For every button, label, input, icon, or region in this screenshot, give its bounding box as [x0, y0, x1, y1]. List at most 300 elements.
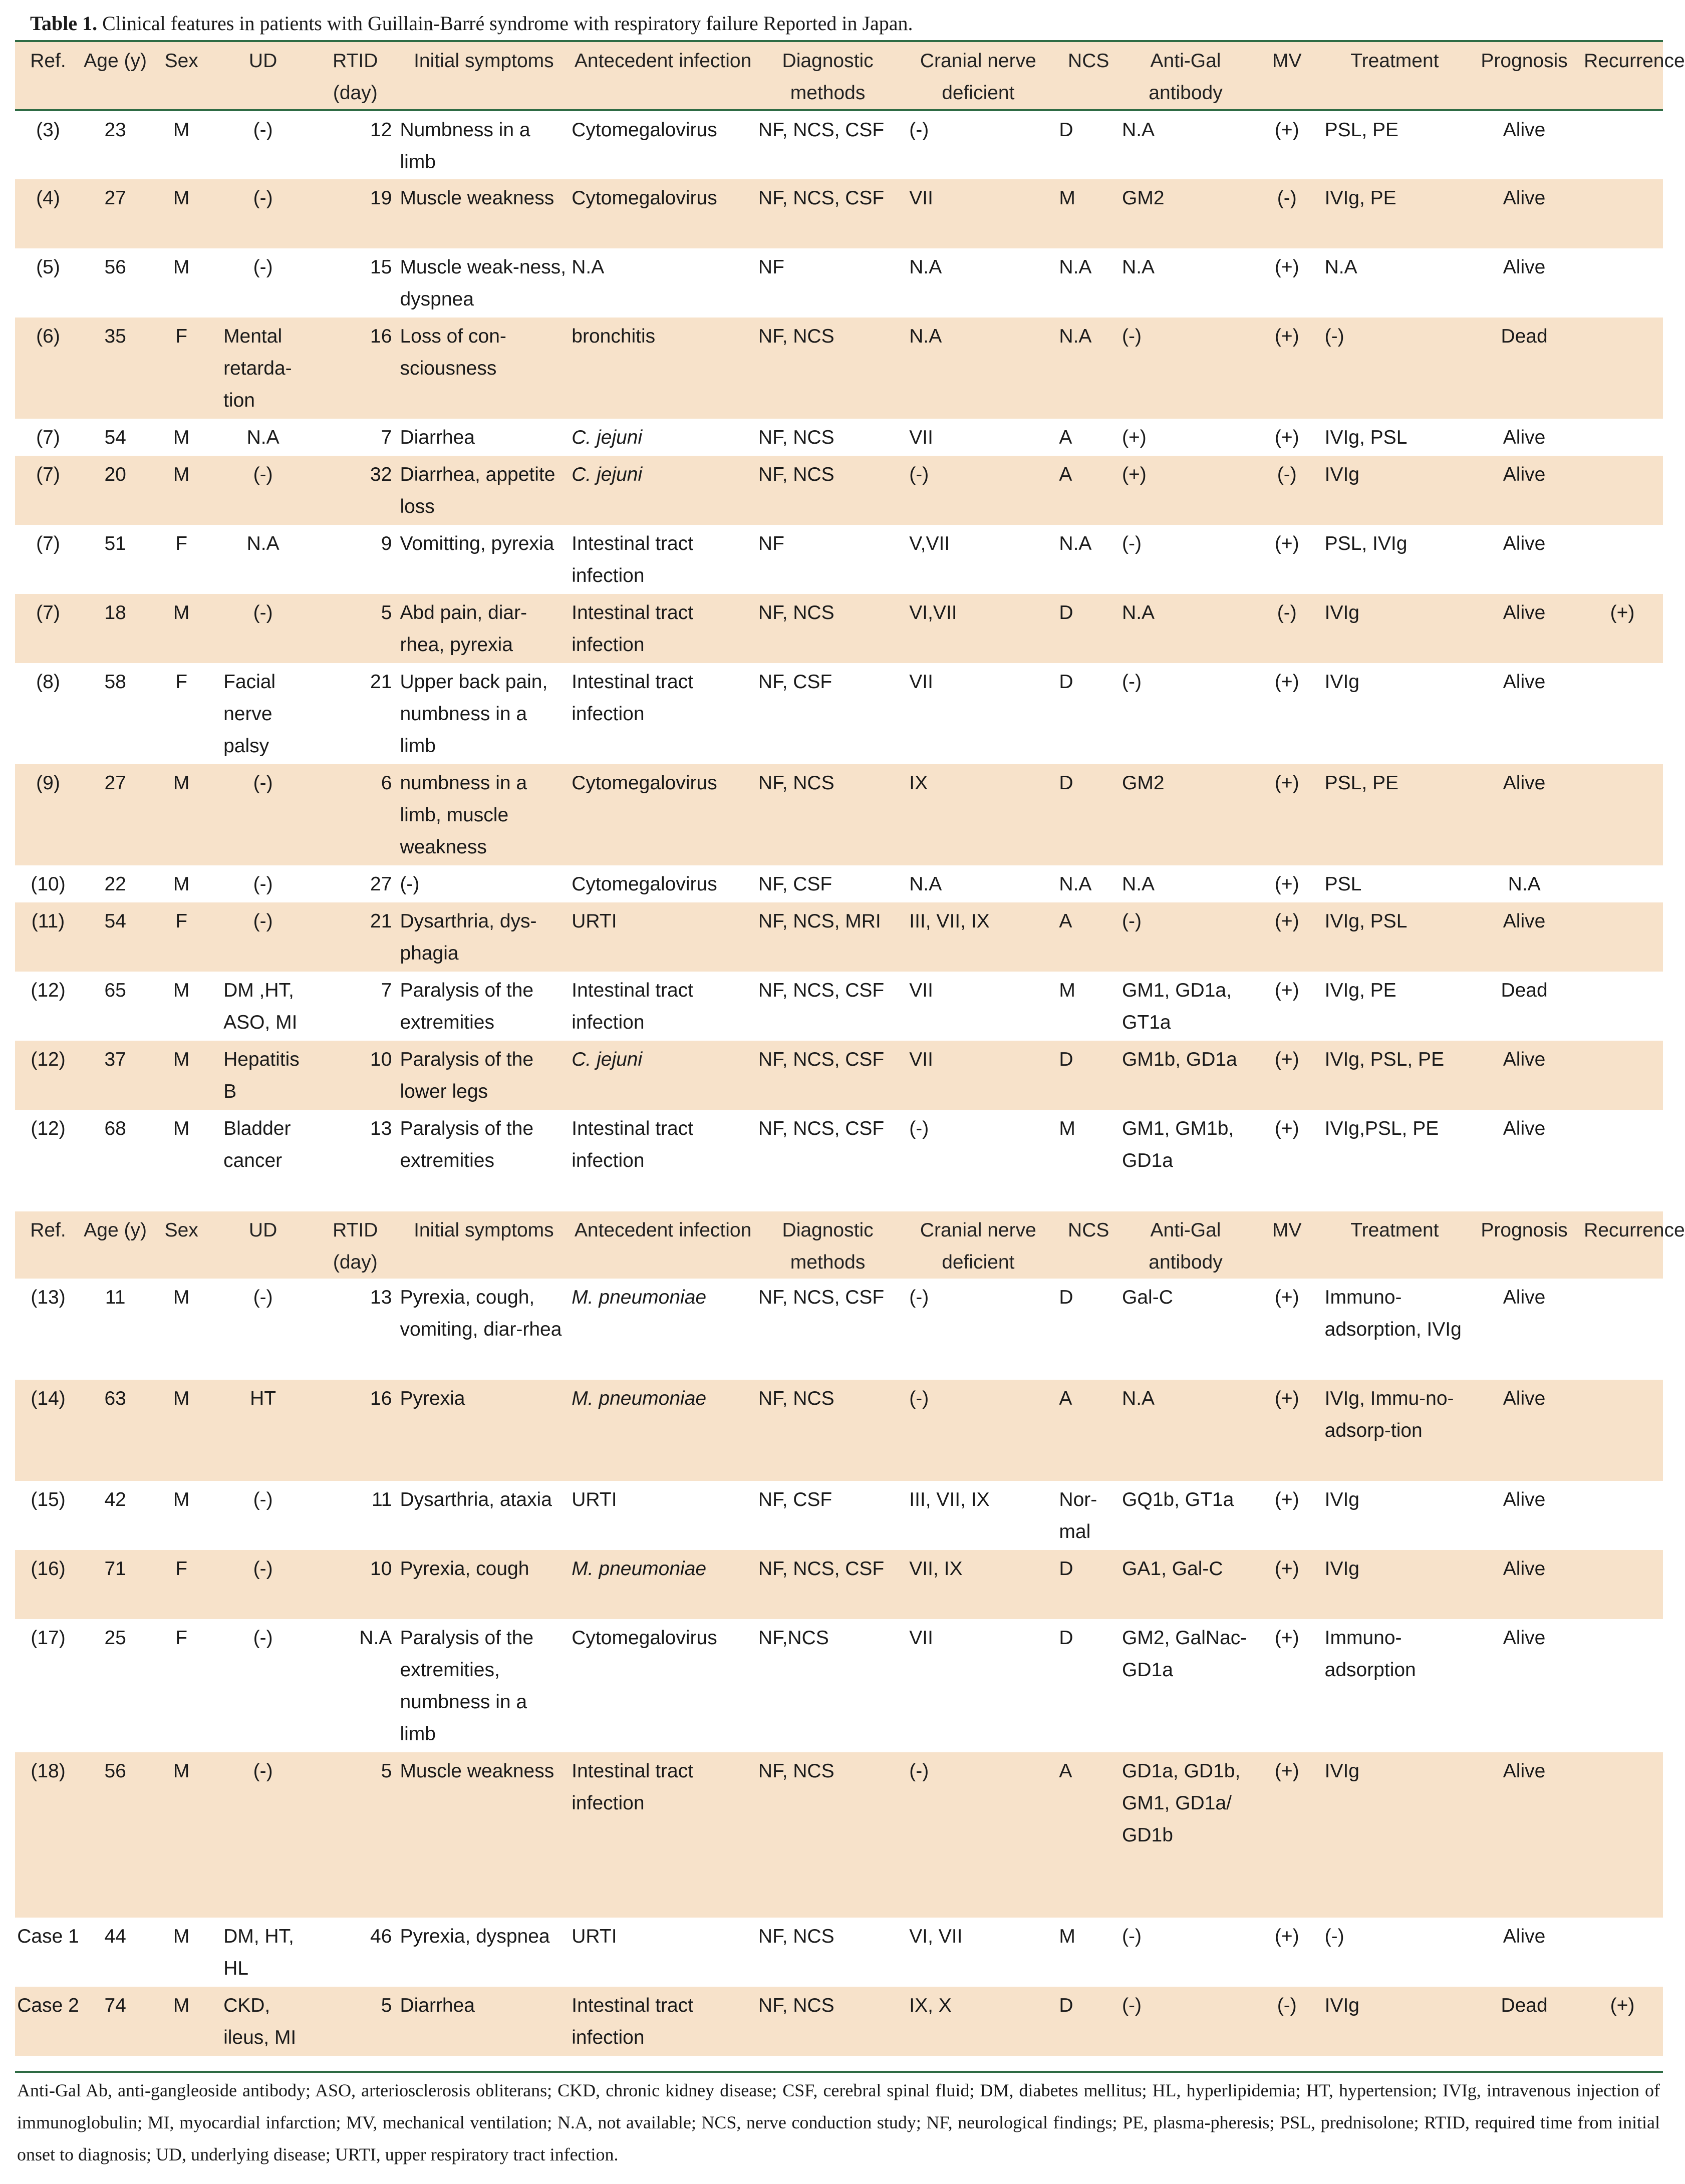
cell-rtid: 16 [313, 1380, 398, 1481]
cell-initial-symptoms: Muscle weakness [398, 1752, 570, 1918]
cell-mv: (+) [1251, 248, 1323, 318]
cell-rtid: 15 [313, 248, 398, 318]
cell-rtid: 21 [313, 663, 398, 764]
cell-prognosis: Alive [1467, 456, 1582, 525]
table-row [15, 663, 1663, 764]
table-caption-label: Table 1. [30, 12, 98, 35]
cell-initial-symptoms: Numbness in a limb [398, 110, 570, 179]
table-row [15, 179, 1663, 248]
cell-anti-gal: GM1, GM1b, GD1a [1120, 1110, 1251, 1211]
cell-ncs: N.A [1057, 525, 1120, 594]
cell-recurrence [1582, 663, 1663, 764]
cell-prognosis: Alive [1467, 179, 1582, 248]
cell-antecedent-infection: N.A [570, 248, 756, 318]
header-recurrence: Recurrence [1582, 42, 1663, 110]
cell-rtid: 6 [313, 764, 398, 865]
cell-ud: HT [213, 1380, 313, 1481]
cell-anti-gal: GM1b, GD1a [1120, 1041, 1251, 1110]
cell-age: 37 [81, 1041, 149, 1110]
cell-prognosis: Alive [1467, 1752, 1582, 1918]
cell-age: 74 [81, 1987, 149, 2056]
cell-cranial-nerve: VII [899, 179, 1057, 248]
table-row [15, 1380, 1663, 1481]
cell-mv: (+) [1251, 318, 1323, 419]
header-initial-symptoms: Initial symptoms [398, 42, 570, 110]
cell-antecedent-infection: URTI [570, 1918, 756, 1987]
cell-rtid: 7 [313, 419, 398, 456]
cell-age: 51 [81, 525, 149, 594]
cell-antecedent-infection: Cytomegalovirus [570, 1619, 756, 1752]
cell-initial-symptoms: Vomitting, pyrexia [398, 525, 570, 594]
cell-ncs: D [1057, 1279, 1120, 1380]
cell-rtid: 19 [313, 179, 398, 248]
header-ud: UD [213, 42, 313, 110]
cell-prognosis: Alive [1467, 1041, 1582, 1110]
cell-treatment: IVIg [1323, 663, 1467, 764]
cell-rtid: 27 [313, 865, 398, 902]
cell-ncs: N.A [1057, 318, 1120, 419]
cell-ref: (9) [15, 764, 81, 865]
cell-diagnostic-methods: NF, NCS, CSF [756, 1041, 899, 1110]
cell-mv: (+) [1251, 419, 1323, 456]
table-row [15, 865, 1663, 902]
cell-anti-gal: (+) [1120, 419, 1251, 456]
cell-diagnostic-methods: NF [756, 525, 899, 594]
cell-treatment: IVIg [1323, 1481, 1467, 1550]
table-row [15, 456, 1663, 525]
cell-ud: DM ,HT, ASO, MI [213, 972, 313, 1041]
cell-ncs: Nor-mal [1057, 1481, 1120, 1550]
cell-age: 63 [81, 1380, 149, 1481]
cell-sex: F [149, 902, 213, 972]
cell-prognosis: Alive [1467, 1550, 1582, 1619]
cell-ncs: N.A [1057, 865, 1120, 902]
cell-mv: (+) [1251, 1481, 1323, 1550]
cell-age: 11 [81, 1279, 149, 1380]
table-row [15, 1481, 1663, 1550]
cell-recurrence [1582, 1550, 1663, 1619]
header-treatment: Treatment [1323, 42, 1467, 110]
cell-diagnostic-methods: NF, NCS, CSF [756, 972, 899, 1041]
cell-antecedent-infection: C. jejuni [570, 456, 756, 525]
header-rtid: RTID (day) [313, 42, 398, 110]
cell-treatment: IVIg, PSL, PE [1323, 1041, 1467, 1110]
cell-initial-symptoms: Muscle weakness [398, 179, 570, 248]
cell-initial-symptoms: Abd pain, diar-rhea, pyrexia [398, 594, 570, 663]
header-antecedent-infection: Antecedent infection [570, 42, 756, 110]
cell-cranial-nerve: III, VII, IX [899, 1481, 1057, 1550]
cell-age: 68 [81, 1110, 149, 1211]
cell-initial-symptoms: Upper back pain, numbness in a limb [398, 663, 570, 764]
cell-sex: M [149, 1481, 213, 1550]
cell-ref: (5) [15, 248, 81, 318]
cell-ud: (-) [213, 1481, 313, 1550]
cell-ud: DM, HT, HL [213, 1918, 313, 1987]
header-prognosis: Prognosis [1467, 42, 1582, 110]
cell-ud: (-) [213, 110, 313, 179]
header-treatment: Treatment [1323, 1211, 1467, 1279]
table-row [15, 248, 1663, 318]
cell-mv: (+) [1251, 764, 1323, 865]
cell-initial-symptoms: Pyrexia [398, 1380, 570, 1481]
cell-sex: M [149, 179, 213, 248]
cell-anti-gal: N.A [1120, 248, 1251, 318]
cell-ncs: D [1057, 1987, 1120, 2056]
cell-recurrence [1582, 865, 1663, 902]
header-sex: Sex [149, 1211, 213, 1279]
cell-sex: M [149, 865, 213, 902]
cell-ud: N.A [213, 525, 313, 594]
table-row [15, 419, 1663, 456]
cell-recurrence [1582, 1619, 1663, 1752]
cell-prognosis: Alive [1467, 1918, 1582, 1987]
cell-initial-symptoms: Diarrhea, appetite loss [398, 456, 570, 525]
cell-antecedent-infection: M. pneumoniae [570, 1550, 756, 1619]
cell-sex: M [149, 594, 213, 663]
cell-treatment: IVIg, PE [1323, 179, 1467, 248]
cell-anti-gal: GA1, Gal-C [1120, 1550, 1251, 1619]
cell-initial-symptoms: (-) [398, 865, 570, 902]
cell-ncs: D [1057, 1619, 1120, 1752]
cell-treatment: Immuno-adsorption, IVIg [1323, 1279, 1467, 1380]
cell-ncs: M [1057, 1110, 1120, 1211]
cell-cranial-nerve: VI, VII [899, 1918, 1057, 1987]
table-row [15, 594, 1663, 663]
cell-ref: (6) [15, 318, 81, 419]
cell-diagnostic-methods: NF, NCS, CSF [756, 1110, 899, 1211]
cell-ud: (-) [213, 1752, 313, 1918]
cell-cranial-nerve: VII [899, 1041, 1057, 1110]
cell-antecedent-infection: Cytomegalovirus [570, 110, 756, 179]
cell-ud: (-) [213, 764, 313, 865]
cell-rtid: 12 [313, 110, 398, 179]
cell-sex: F [149, 525, 213, 594]
cell-cranial-nerve: (-) [899, 1110, 1057, 1211]
cell-age: 20 [81, 456, 149, 525]
cell-cranial-nerve: III, VII, IX [899, 902, 1057, 972]
cell-ud: (-) [213, 865, 313, 902]
header-cranial-nerve: Cranial nerve deficient [899, 42, 1057, 110]
cell-ref: (12) [15, 1110, 81, 1211]
cell-initial-symptoms: Pyrexia, cough, vomiting, diar-rhea [398, 1279, 570, 1380]
cell-sex: M [149, 248, 213, 318]
cell-ref: (11) [15, 902, 81, 972]
cell-cranial-nerve: (-) [899, 1380, 1057, 1481]
cell-cranial-nerve: VI,VII [899, 594, 1057, 663]
table-row [15, 1619, 1663, 1752]
header-rtid: RTID (day) [313, 1211, 398, 1279]
cell-age: 54 [81, 419, 149, 456]
cell-anti-gal: (-) [1120, 663, 1251, 764]
cell-ncs: D [1057, 764, 1120, 865]
cell-cranial-nerve: VII [899, 419, 1057, 456]
cell-recurrence [1582, 1481, 1663, 1550]
table-row [15, 764, 1663, 865]
cell-ncs: D [1057, 110, 1120, 179]
cell-recurrence [1582, 1380, 1663, 1481]
cell-ud: CKD, ileus, MI [213, 1987, 313, 2056]
cell-ref: (10) [15, 865, 81, 902]
clinical-features-table [15, 42, 1685, 2056]
header-cranial-nerve: Cranial nerve deficient [899, 1211, 1057, 1279]
cell-antecedent-infection: Cytomegalovirus [570, 179, 756, 248]
cell-ud: (-) [213, 456, 313, 525]
cell-cranial-nerve: N.A [899, 318, 1057, 419]
cell-antecedent-infection: C. jejuni [570, 1041, 756, 1110]
cell-age: 27 [81, 179, 149, 248]
header-ud: UD [213, 1211, 313, 1279]
cell-diagnostic-methods: NF, NCS, CSF [756, 1279, 899, 1380]
header-mv: MV [1251, 1211, 1323, 1279]
cell-treatment: N.A [1323, 248, 1467, 318]
cell-diagnostic-methods: NF, CSF [756, 865, 899, 902]
cell-anti-gal: N.A [1120, 1380, 1251, 1481]
cell-prognosis: Alive [1467, 663, 1582, 764]
cell-diagnostic-methods: NF, NCS, CSF [756, 110, 899, 179]
table-row [15, 1041, 1663, 1110]
cell-sex: F [149, 1619, 213, 1752]
cell-prognosis: Alive [1467, 594, 1582, 663]
cell-diagnostic-methods: NF, NCS, CSF [756, 1550, 899, 1619]
cell-treatment: (-) [1323, 318, 1467, 419]
cell-mv: (+) [1251, 1110, 1323, 1211]
cell-age: 71 [81, 1550, 149, 1619]
cell-prognosis: Alive [1467, 1619, 1582, 1752]
cell-ref: (18) [15, 1752, 81, 1918]
cell-prognosis: Dead [1467, 972, 1582, 1041]
cell-sex: M [149, 1110, 213, 1211]
cell-ncs: A [1057, 902, 1120, 972]
cell-treatment: IVIg [1323, 1752, 1467, 1918]
cell-mv: (+) [1251, 1918, 1323, 1987]
table-row [15, 525, 1663, 594]
cell-recurrence [1582, 764, 1663, 865]
cell-sex: M [149, 1279, 213, 1380]
cell-recurrence [1582, 248, 1663, 318]
cell-initial-symptoms: Paralysis of the extremities, numbness in a limb [398, 1619, 570, 1752]
cell-mv: (+) [1251, 110, 1323, 179]
cell-cranial-nerve: VII [899, 663, 1057, 764]
header-prognosis: Prognosis [1467, 1211, 1582, 1279]
cell-prognosis: Alive [1467, 1380, 1582, 1481]
cell-recurrence [1582, 1279, 1663, 1380]
cell-antecedent-infection: Cytomegalovirus [570, 764, 756, 865]
table-caption-text: Clinical features in patients with Guillain-Barré syndrome with respiratory failure Reported in Japan. [97, 12, 913, 35]
table-row [15, 972, 1663, 1041]
cell-age: 58 [81, 663, 149, 764]
cell-sex: F [149, 1550, 213, 1619]
cell-diagnostic-methods: NF, NCS [756, 764, 899, 865]
cell-ref: (4) [15, 179, 81, 248]
cell-anti-gal: (+) [1120, 456, 1251, 525]
cell-sex: M [149, 1918, 213, 1987]
cell-initial-symptoms: Paralysis of the extremities [398, 972, 570, 1041]
cell-diagnostic-methods: NF, NCS [756, 1380, 899, 1481]
header-anti-gal: Anti-Gal antibody [1120, 42, 1251, 110]
cell-prognosis: Alive [1467, 1279, 1582, 1380]
cell-ref: (12) [15, 1041, 81, 1110]
cell-ncs: N.A [1057, 248, 1120, 318]
cell-antecedent-infection: Intestinal tract infection [570, 1110, 756, 1211]
cell-sex: M [149, 1041, 213, 1110]
cell-rtid: N.A [313, 1619, 398, 1752]
cell-recurrence [1582, 179, 1663, 248]
cell-initial-symptoms: Dysarthria, ataxia [398, 1481, 570, 1550]
header-diagnostic-methods: Diagnostic methods [756, 1211, 899, 1279]
cell-ncs: D [1057, 1550, 1120, 1619]
cell-age: 23 [81, 110, 149, 179]
cell-mv: (+) [1251, 1752, 1323, 1918]
cell-treatment: IVIg, PE [1323, 972, 1467, 1041]
cell-mv: (+) [1251, 902, 1323, 972]
cell-recurrence [1582, 1918, 1663, 1987]
cell-anti-gal: Gal-C [1120, 1279, 1251, 1380]
table-caption [30, 7, 1653, 40]
cell-rtid: 5 [313, 1987, 398, 2056]
cell-recurrence [1582, 902, 1663, 972]
header-age: Age (y) [81, 42, 149, 110]
cell-cranial-nerve: N.A [899, 865, 1057, 902]
cell-initial-symptoms: Muscle weak-ness, dyspnea [398, 248, 570, 318]
cell-recurrence [1582, 1041, 1663, 1110]
cell-cranial-nerve: (-) [899, 1752, 1057, 1918]
cell-recurrence [1582, 419, 1663, 456]
cell-mv: (+) [1251, 525, 1323, 594]
cell-ref: (7) [15, 594, 81, 663]
cell-diagnostic-methods: NF, NCS, CSF [756, 179, 899, 248]
cell-ref: (12) [15, 972, 81, 1041]
cell-mv: (+) [1251, 1380, 1323, 1481]
table-row [15, 1550, 1663, 1619]
cell-ref: (17) [15, 1619, 81, 1752]
cell-treatment: PSL, PE [1323, 110, 1467, 179]
cell-anti-gal: GM2 [1120, 764, 1251, 865]
header-age: Age (y) [81, 1211, 149, 1279]
cell-cranial-nerve: VII [899, 972, 1057, 1041]
cell-antecedent-infection: M. pneumoniae [570, 1380, 756, 1481]
cell-anti-gal: GD1a, GD1b, GM1, GD1a/ GD1b [1120, 1752, 1251, 1918]
cell-mv: (+) [1251, 865, 1323, 902]
table-body-part1 [15, 42, 1685, 1211]
cell-initial-symptoms: numbness in a limb, muscle weakness [398, 764, 570, 865]
cell-antecedent-infection: Cytomegalovirus [570, 865, 756, 902]
header-diagnostic-methods: Diagnostic methods [756, 42, 899, 110]
cell-age: 56 [81, 248, 149, 318]
cell-recurrence [1582, 456, 1663, 525]
cell-diagnostic-methods: NF, CSF [756, 1481, 899, 1550]
cell-treatment: IVIg [1323, 1987, 1467, 2056]
cell-rtid: 9 [313, 525, 398, 594]
cell-ncs: M [1057, 179, 1120, 248]
cell-prognosis: Alive [1467, 1481, 1582, 1550]
cell-mv: (+) [1251, 663, 1323, 764]
cell-ref: (16) [15, 1550, 81, 1619]
table-row [15, 318, 1663, 419]
cell-initial-symptoms: Diarrhea [398, 1987, 570, 2056]
cell-treatment: IVIg, PSL [1323, 902, 1467, 972]
cell-antecedent-infection: C. jejuni [570, 419, 756, 456]
cell-ref: (3) [15, 110, 81, 179]
cell-ud: (-) [213, 248, 313, 318]
cell-ud: (-) [213, 179, 313, 248]
cell-diagnostic-methods: NF, CSF [756, 663, 899, 764]
header-ncs: NCS [1057, 1211, 1120, 1279]
cell-mv: (-) [1251, 179, 1323, 248]
cell-treatment: IVIg,PSL, PE [1323, 1110, 1467, 1211]
cell-initial-symptoms: Paralysis of the extremities [398, 1110, 570, 1211]
cell-mv: (-) [1251, 456, 1323, 525]
cell-prognosis: Alive [1467, 110, 1582, 179]
cell-ncs: A [1057, 419, 1120, 456]
cell-anti-gal: GM1, GD1a, GT1a [1120, 972, 1251, 1041]
cell-rtid: 11 [313, 1481, 398, 1550]
cell-antecedent-infection: Intestinal tract infection [570, 1752, 756, 1918]
cell-rtid: 5 [313, 1752, 398, 1918]
cell-anti-gal: (-) [1120, 902, 1251, 972]
cell-mv: (+) [1251, 1279, 1323, 1380]
cell-ref: (13) [15, 1279, 81, 1380]
cell-cranial-nerve: IX, X [899, 1987, 1057, 2056]
cell-prognosis: Alive [1467, 1110, 1582, 1211]
cell-prognosis: Dead [1467, 1987, 1582, 2056]
cell-ud: Mental retarda-tion [213, 318, 313, 419]
cell-age: 22 [81, 865, 149, 902]
header-ref: Ref. [15, 1211, 81, 1279]
cell-diagnostic-methods: NF,NCS [756, 1619, 899, 1752]
bottom-rule [15, 2071, 1663, 2073]
cell-initial-symptoms: Dysarthria, dys-phagia [398, 902, 570, 972]
cell-prognosis: N.A [1467, 865, 1582, 902]
cell-diagnostic-methods: NF, NCS [756, 1752, 899, 1918]
cell-sex: M [149, 456, 213, 525]
cell-rtid: 16 [313, 318, 398, 419]
cell-ncs: A [1057, 1380, 1120, 1481]
cell-ref: Case 2 [15, 1987, 81, 2056]
cell-sex: M [149, 1752, 213, 1918]
cell-ncs: A [1057, 1752, 1120, 1918]
cell-ud: (-) [213, 594, 313, 663]
cell-age: 44 [81, 1918, 149, 1987]
table-row [15, 902, 1663, 972]
cell-age: 56 [81, 1752, 149, 1918]
table-row [15, 1110, 1663, 1211]
header-row [15, 42, 1663, 110]
cell-ref: (15) [15, 1481, 81, 1550]
cell-prognosis: Alive [1467, 764, 1582, 865]
cell-treatment: IVIg, PSL [1323, 419, 1467, 456]
cell-treatment: PSL, PE [1323, 764, 1467, 865]
cell-sex: M [149, 1380, 213, 1481]
cell-recurrence [1582, 318, 1663, 419]
table-row [15, 1987, 1663, 2056]
header-antecedent-infection: Antecedent infection [570, 1211, 756, 1279]
cell-age: 18 [81, 594, 149, 663]
cell-sex: M [149, 1987, 213, 2056]
cell-sex: F [149, 663, 213, 764]
table-row [15, 1752, 1663, 1918]
cell-ud: (-) [213, 902, 313, 972]
cell-prognosis: Alive [1467, 248, 1582, 318]
cell-anti-gal: (-) [1120, 318, 1251, 419]
cell-ud: N.A [213, 419, 313, 456]
cell-treatment: Immuno-adsorption [1323, 1619, 1467, 1752]
cell-ncs: A [1057, 456, 1120, 525]
cell-treatment: IVIg [1323, 1550, 1467, 1619]
cell-mv: (+) [1251, 1619, 1323, 1752]
header-anti-gal: Anti-Gal antibody [1120, 1211, 1251, 1279]
cell-recurrence: (+) [1582, 594, 1663, 663]
cell-antecedent-infection: M. pneumoniae [570, 1279, 756, 1380]
